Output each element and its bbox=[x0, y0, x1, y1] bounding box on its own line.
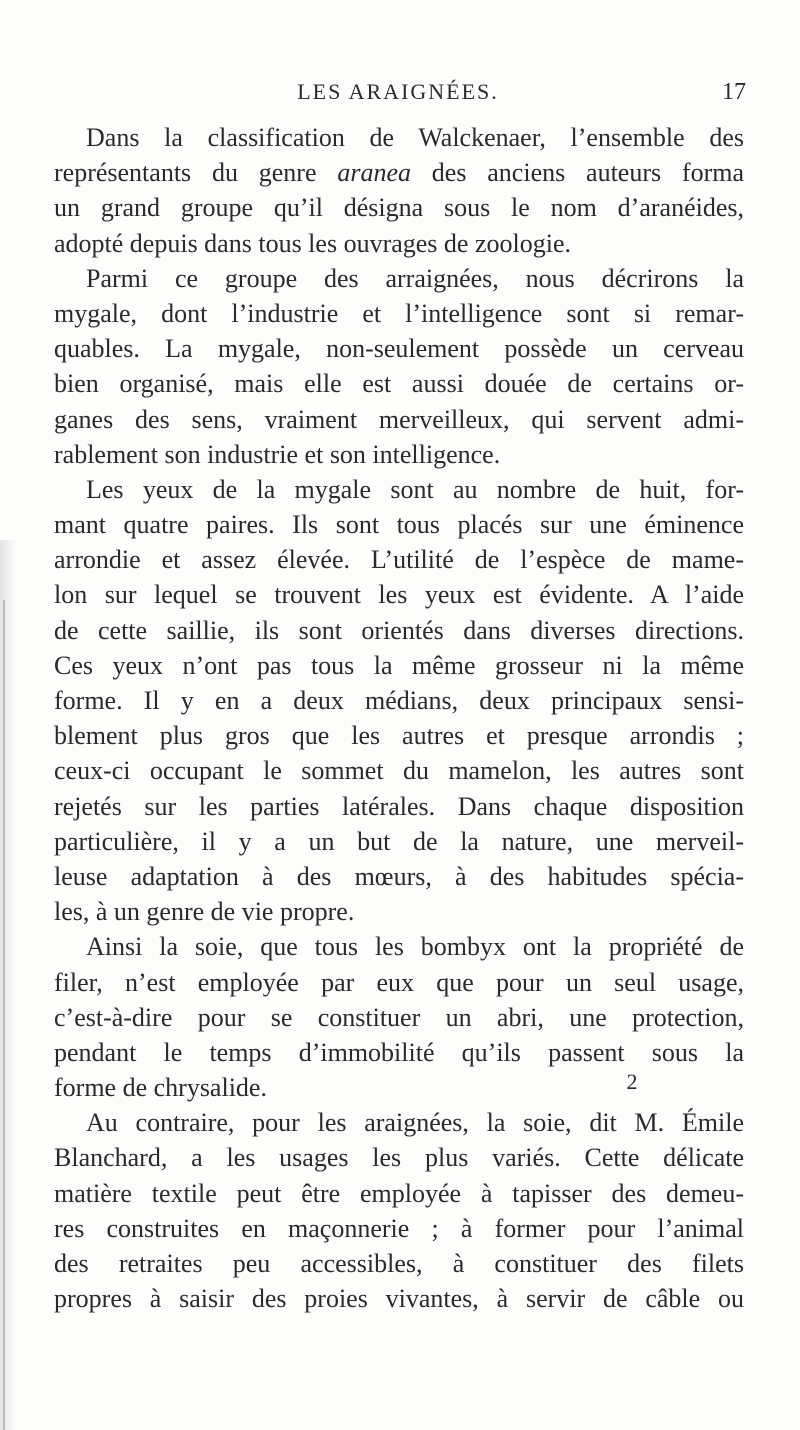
running-head bbox=[48, 76, 748, 108]
text-line bbox=[54, 437, 744, 472]
text-line-segment: propres à saisir des proies vivantes, à servir de câble ou bbox=[54, 1284, 744, 1314]
italic-genus-name: aranea bbox=[337, 158, 411, 188]
text-line bbox=[54, 1140, 744, 1175]
text-line bbox=[54, 190, 744, 225]
text-line-segment: Ces yeux n’ont pas tous la même grosseur ni la même bbox=[54, 650, 744, 680]
text-line bbox=[54, 542, 744, 577]
text-line-segment: c’est-à-dire pour se constituer un abri, une protection, bbox=[54, 1002, 744, 1032]
text-line-segment: les, à un genre de vie propre. bbox=[54, 897, 355, 927]
binding-edge bbox=[3, 600, 5, 1430]
signature-mark: 2 bbox=[626, 1069, 638, 1094]
text-line bbox=[54, 718, 744, 753]
text-line bbox=[54, 120, 744, 155]
text-line-segment: Ainsi la soie, que tous les bombyx ont la propriété de bbox=[86, 932, 744, 962]
text-line-segment: res construites en maçonnerie ; à former pour l’animal bbox=[54, 1213, 744, 1243]
text-line bbox=[54, 155, 744, 190]
text-line-segment: filer, n’est employée par eux que pour un seul usage, bbox=[54, 967, 744, 997]
text-line-segment: représentants du genre bbox=[54, 158, 338, 188]
text-line bbox=[54, 1246, 744, 1281]
text-line bbox=[54, 824, 744, 859]
text-line bbox=[54, 1281, 744, 1316]
page-number: 17 bbox=[722, 79, 746, 105]
text-line-segment: ganes des sens, vraiment merveilleux, qui servent admi- bbox=[54, 404, 744, 434]
text-line bbox=[54, 894, 744, 929]
text-line bbox=[54, 683, 744, 718]
text-line-segment: adopté depuis dans tous les ouvrages de zoologie. bbox=[54, 228, 571, 258]
text-line-segment: Au contraire, pour les araignées, la soie, dit M. Émile bbox=[86, 1108, 744, 1138]
text-line-segment: lon sur lequel se trouvent les yeux est évidente. A l’aide bbox=[54, 580, 744, 610]
text-line-segment: pendant le temps d’immobilité qu’ils passent sous la bbox=[54, 1037, 744, 1067]
text-line-segment: leuse adaptation à des mœurs, à des habitudes spécia- bbox=[54, 861, 744, 891]
text-line bbox=[54, 296, 744, 331]
text-line bbox=[54, 261, 744, 296]
text-line-segment: matière textile peut être employée à tapisser des demeu- bbox=[54, 1178, 744, 1208]
text-line-segment: bien organisé, mais elle est aussi douée de certains or- bbox=[54, 369, 744, 399]
text-line bbox=[54, 859, 744, 894]
text-line-segment: ceux-ci occupant le sommet du mamelon, les autres sont bbox=[54, 756, 744, 786]
text-line-segment: blement plus gros que les autres et presque arrondis ; bbox=[54, 721, 744, 751]
text-line-segment: un grand groupe qu’il désigna sous le nom d’aranéides, bbox=[54, 193, 744, 223]
text-line bbox=[54, 648, 744, 683]
running-title: LES ARAIGNÉES. bbox=[297, 79, 499, 104]
text-line bbox=[54, 507, 744, 542]
text-line bbox=[54, 1176, 744, 1211]
text-line-segment: Blanchard, a les usages les plus variés. Cette délicate bbox=[54, 1143, 744, 1173]
text-line bbox=[54, 753, 744, 788]
text-line-segment: arrondie et assez élevée. L’utilité de l’espèce de mame- bbox=[54, 545, 744, 575]
text-line-segment: quables. La mygale, non-seulement possède un cerveau bbox=[54, 334, 744, 364]
text-line-segment: Parmi ce groupe des arraignées, nous décrirons la bbox=[86, 263, 744, 293]
text-line-segment: forme de chrysalide. bbox=[54, 1073, 267, 1103]
text-line-segment: Les yeux de la mygale sont au nombre de huit, for- bbox=[86, 474, 744, 504]
text-line-segment: des anciens auteurs forma bbox=[411, 158, 744, 188]
text-line bbox=[54, 789, 744, 824]
text-line bbox=[54, 613, 744, 648]
text-line bbox=[54, 366, 744, 401]
body-text bbox=[54, 120, 744, 1316]
text-line-segment: rablement son industrie et son intelligence. bbox=[54, 439, 501, 469]
text-line-segment: Dans la classification de Walckenaer, l’ensemble des bbox=[86, 123, 744, 152]
text-line bbox=[54, 402, 744, 437]
text-line-segment: rejetés sur les parties latérales. Dans chaque disposition bbox=[54, 791, 744, 821]
text-line bbox=[54, 331, 744, 366]
text-line-segment: particulière, il y a un but de la nature, une merveil- bbox=[54, 826, 744, 856]
text-line bbox=[54, 472, 744, 507]
text-line bbox=[54, 929, 744, 964]
text-line bbox=[54, 1105, 744, 1140]
text-line-segment: mygale, dont l’industrie et l’intelligence sont si remar- bbox=[54, 298, 744, 328]
text-line-segment: de cette saillie, ils sont orientés dans diverses directions. bbox=[54, 615, 744, 645]
text-line-segment: mant quatre paires. Ils sont tous placés sur une éminence bbox=[54, 510, 744, 540]
text-line bbox=[54, 1211, 744, 1246]
text-line bbox=[54, 577, 744, 612]
text-line-segment: forme. Il y en a deux médians, deux principaux sensi- bbox=[54, 686, 744, 715]
text-line bbox=[54, 1035, 744, 1070]
text-line bbox=[54, 226, 744, 261]
text-line bbox=[54, 965, 744, 1000]
text-line-segment: des retraites peu accessibles, à constituer des filets bbox=[54, 1249, 744, 1278]
text-line bbox=[54, 1000, 744, 1035]
